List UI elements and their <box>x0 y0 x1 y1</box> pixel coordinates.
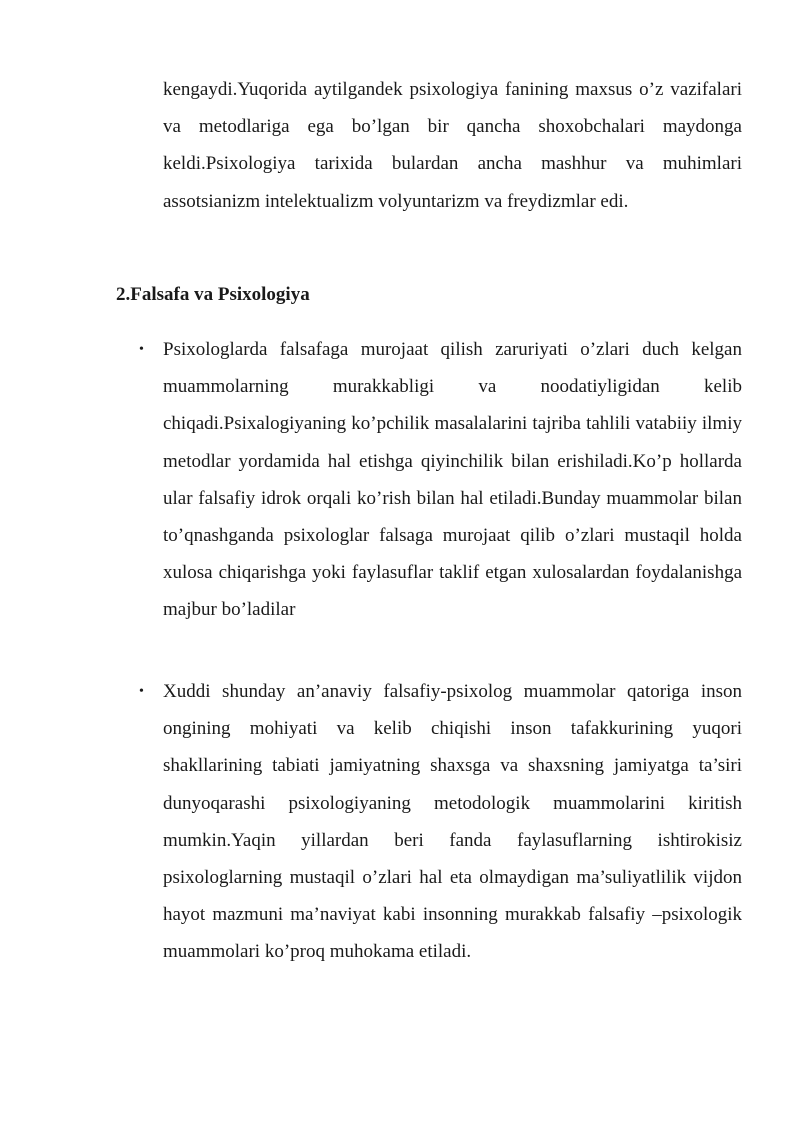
bullet-icon: • <box>139 684 144 699</box>
bullet-text: Xuddi shunday an’anaviy falsafiy-psixolog muammolar qatoriga inson ongining mohiyati va kelib chiqishi inson tafakkurining yuqori shakllarining tabiati jamiyatning shaxsga va shaxsning jamiyatga ta’siri dunyoqarashi psixologiyaning metodologik muammolarini kiritish mumkin.Yaqin yillardan beri fanda faylasuflarning ishtirokisiz psixologlarning mustaqil o’zlari hal eta olmaydigan ma’suliyatlilik vijdon hayot mazmuni ma’naviyat kabi insonning murakkab falsafiy –psixologik muammolari ko’proq muhokama etiladi. <box>163 681 742 963</box>
section-heading: 2.Falsafa va Psixologiya <box>116 284 310 305</box>
bullet-text: Psixologlarda falsafaga murojaat qilish zaruriyati o’zlari duch kelgan muammolarning murakkabligi va noodatiyligidan kelib chiqadi.Psixalogiyaning ko’pchilik masalalarini tajriba tahlili vatabiiy ilmiy metodlar yordamida hal etishga qiyinchilik bilan erishiladi.Ko’p hollarda ular falsafiy idrok orqali ko’rish bilan hal etiladi.Bunday muammolar bilan to’qnashganda psixologlar falsaga murojaat qilib o’zlari mustaqil holda xulosa chiqarishga yoki faylasuflar taklif etgan xulosalardan foydalanishga majbur bo’ladilar <box>163 339 742 621</box>
bullet-icon: • <box>139 342 144 357</box>
intro-paragraph: kengaydi.Yuqorida aytilgandek psixologiya fanining maxsus o’z vazifalari va metodlariga ega bo’lgan bir qancha shoxobchalari maydonga keldi.Psixologiya tarixida bulardan ancha mashhur va muhimlari assotsianizm intelektualizm volyuntarizm va freydizmlar edi. <box>163 79 742 212</box>
